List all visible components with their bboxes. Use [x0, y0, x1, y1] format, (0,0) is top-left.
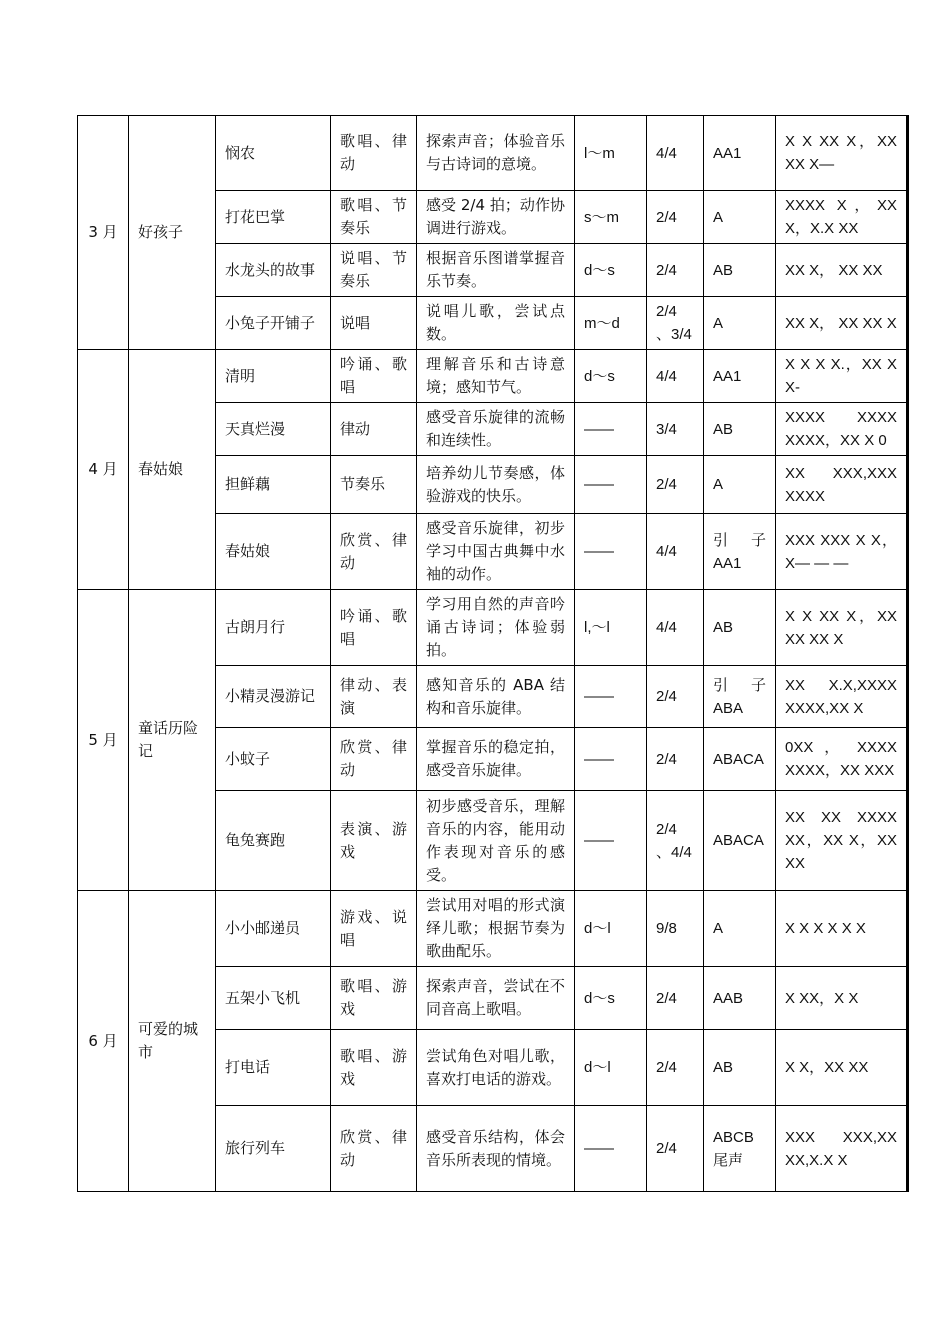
music-form-cell: AAB: [704, 967, 776, 1030]
meter-cell: 2/4: [647, 1106, 704, 1192]
activity-goal-cell: 尝试用对唱的形式演绎儿歌；根据节奏为歌曲配乐。: [417, 891, 575, 967]
month-cell: 5 月: [78, 590, 129, 891]
meter-cell: 2/4: [647, 728, 704, 791]
activity-name-cell: 水龙头的故事: [216, 244, 331, 297]
activity-type-cell: 欣赏、律动: [331, 728, 417, 791]
meter-cell: 2/4: [647, 666, 704, 728]
pitch-range-cell: d～s: [575, 244, 647, 297]
activity-type-cell: 欣赏、律动: [331, 1106, 417, 1192]
activity-goal-cell: 感受音乐旋律，初步学习中国古典舞中水袖的动作。: [417, 514, 575, 590]
activity-type-cell: 吟诵、歌唱: [331, 590, 417, 666]
meter-cell: 2/4: [647, 1030, 704, 1106]
music-form-cell: ABACA: [704, 791, 776, 891]
meter-cell: 2/4: [647, 456, 704, 514]
meter-cell: 4/4: [647, 116, 704, 191]
activity-type-cell: 节奏乐: [331, 456, 417, 514]
meter-cell: 9/8: [647, 891, 704, 967]
music-form-cell: AB: [704, 1030, 776, 1106]
activity-goal-cell: 学习用自然的声音吟诵古诗词；体验弱拍。: [417, 590, 575, 666]
activity-name-cell: 小兔子开铺子: [216, 297, 331, 350]
table-row: [78, 590, 908, 666]
activity-name-cell: 小蚊子: [216, 728, 331, 791]
music-form-cell: ABACA: [704, 728, 776, 791]
activity-type-cell: 表演、游戏: [331, 791, 417, 891]
pitch-range-cell: d～l: [575, 1030, 647, 1106]
meter-cell: 2/4 、4/4: [647, 791, 704, 891]
activity-type-cell: 歌唱、游戏: [331, 1030, 417, 1106]
activity-goal-cell: 探索声音；体验音乐与古诗词的意境。: [417, 116, 575, 191]
activity-name-cell: 五架小飞机: [216, 967, 331, 1030]
rhythm-pattern-cell: X X X X.，XX X X-: [776, 350, 908, 403]
music-curriculum-table: [77, 115, 909, 1192]
pitch-range-cell: ——: [575, 514, 647, 590]
activity-name-cell: 小精灵漫游记: [216, 666, 331, 728]
music-form-cell: AB: [704, 403, 776, 456]
activity-name-cell: 悯农: [216, 116, 331, 191]
pitch-range-cell: m～d: [575, 297, 647, 350]
music-form-cell: A: [704, 891, 776, 967]
pitch-range-cell: ——: [575, 666, 647, 728]
music-form-cell: 引 子 ABA: [704, 666, 776, 728]
activity-name-cell: 打电话: [216, 1030, 331, 1106]
music-form-cell: A: [704, 191, 776, 244]
rhythm-pattern-cell: XX X.X,XXXX XXXX,XX X: [776, 666, 908, 728]
month-cell: 4 月: [78, 350, 129, 590]
activity-goal-cell: 理解音乐和古诗意境；感知节气。: [417, 350, 575, 403]
meter-cell: 3/4: [647, 403, 704, 456]
rhythm-pattern-cell: X X，XX XX: [776, 1030, 908, 1106]
rhythm-pattern-cell: XXXX XXXX XXXX，XX X 0: [776, 403, 908, 456]
activity-goal-cell: 感受 2/4 拍；动作协调进行游戏。: [417, 191, 575, 244]
meter-cell: 4/4: [647, 350, 704, 403]
activity-goal-cell: 感受音乐旋律的流畅和连续性。: [417, 403, 575, 456]
pitch-range-cell: ——: [575, 791, 647, 891]
activity-name-cell: 担鲜藕: [216, 456, 331, 514]
activity-goal-cell: 感受音乐结构，体会音乐所表现的情境。: [417, 1106, 575, 1192]
rhythm-pattern-cell: XXX XXX,XX XX,X.X X: [776, 1106, 908, 1192]
rhythm-pattern-cell: XX XX XXXX XX，XX X，XX XX: [776, 791, 908, 891]
meter-cell: 2/4 、3/4: [647, 297, 704, 350]
meter-cell: 2/4: [647, 967, 704, 1030]
activity-goal-cell: 培养幼儿节奏感，体验游戏的快乐。: [417, 456, 575, 514]
month-cell: 6 月: [78, 891, 129, 1192]
rhythm-pattern-cell: X X XX X，XX XX XX X: [776, 590, 908, 666]
meter-cell: 2/4: [647, 244, 704, 297]
meter-cell: 4/4: [647, 590, 704, 666]
rhythm-pattern-cell: XXXX X，XX X，X.X XX: [776, 191, 908, 244]
meter-cell: 2/4: [647, 191, 704, 244]
activity-goal-cell: 说唱儿歌，尝试点数。: [417, 297, 575, 350]
music-form-cell: A: [704, 297, 776, 350]
activity-name-cell: 小小邮递员: [216, 891, 331, 967]
music-form-cell: AB: [704, 244, 776, 297]
rhythm-pattern-cell: XX X， XX XX: [776, 244, 908, 297]
pitch-range-cell: l,～l: [575, 590, 647, 666]
rhythm-pattern-cell: X X XX X，XX XX X—: [776, 116, 908, 191]
activity-type-cell: 律动: [331, 403, 417, 456]
activity-type-cell: 游戏、说唱: [331, 891, 417, 967]
table-row: [78, 891, 908, 967]
activity-type-cell: 欣赏、律动: [331, 514, 417, 590]
month-cell: 3 月: [78, 116, 129, 350]
activity-type-cell: 说唱、节奏乐: [331, 244, 417, 297]
pitch-range-cell: d～l: [575, 891, 647, 967]
activity-name-cell: 春姑娘: [216, 514, 331, 590]
music-form-cell: AA1: [704, 116, 776, 191]
activity-goal-cell: 尝试角色对唱儿歌，喜欢打电话的游戏。: [417, 1030, 575, 1106]
activity-goal-cell: 初步感受音乐，理解音乐的内容，能用动作表现对音乐的感受。: [417, 791, 575, 891]
rhythm-pattern-cell: XX X， XX XX X: [776, 297, 908, 350]
activity-name-cell: 打花巴掌: [216, 191, 331, 244]
pitch-range-cell: d～s: [575, 350, 647, 403]
pitch-range-cell: ——: [575, 403, 647, 456]
theme-cell: 童话历险记: [129, 590, 216, 891]
theme-cell: 可爱的城市: [129, 891, 216, 1192]
activity-goal-cell: 掌握音乐的稳定拍，感受音乐旋律。: [417, 728, 575, 791]
pitch-range-cell: ——: [575, 728, 647, 791]
activity-name-cell: 旅行列车: [216, 1106, 331, 1192]
activity-name-cell: 天真烂漫: [216, 403, 331, 456]
rhythm-pattern-cell: XX XXX,XXX XXXX: [776, 456, 908, 514]
music-form-cell: AA1: [704, 350, 776, 403]
pitch-range-cell: l～m: [575, 116, 647, 191]
activity-name-cell: 龟兔赛跑: [216, 791, 331, 891]
theme-cell: 好孩子: [129, 116, 216, 350]
music-form-cell: A: [704, 456, 776, 514]
pitch-range-cell: ——: [575, 1106, 647, 1192]
music-form-cell: ABCB 尾声: [704, 1106, 776, 1192]
table-row: [78, 350, 908, 403]
rhythm-pattern-cell: XXX XXX X X，X— — —: [776, 514, 908, 590]
table-row: [78, 116, 908, 191]
activity-goal-cell: 根据音乐图谱掌握音乐节奏。: [417, 244, 575, 297]
table-body: [78, 116, 908, 1192]
activity-goal-cell: 探索声音，尝试在不同音高上歌唱。: [417, 967, 575, 1030]
rhythm-pattern-cell: 0XX ， XXXX XXXX，XX XXX: [776, 728, 908, 791]
pitch-range-cell: s～m: [575, 191, 647, 244]
activity-type-cell: 歌唱、游戏: [331, 967, 417, 1030]
meter-cell: 4/4: [647, 514, 704, 590]
activity-type-cell: 说唱: [331, 297, 417, 350]
activity-name-cell: 清明: [216, 350, 331, 403]
rhythm-pattern-cell: X X X X X X: [776, 891, 908, 967]
activity-goal-cell: 感知音乐的 ABA 结构和音乐旋律。: [417, 666, 575, 728]
activity-type-cell: 律动、表演: [331, 666, 417, 728]
activity-name-cell: 古朗月行: [216, 590, 331, 666]
activity-type-cell: 吟诵、歌唱: [331, 350, 417, 403]
theme-cell: 春姑娘: [129, 350, 216, 590]
activity-type-cell: 歌唱、律动: [331, 116, 417, 191]
music-form-cell: 引 子 AA1: [704, 514, 776, 590]
rhythm-pattern-cell: X XX，X X: [776, 967, 908, 1030]
pitch-range-cell: ——: [575, 456, 647, 514]
activity-type-cell: 歌唱、节奏乐: [331, 191, 417, 244]
pitch-range-cell: d～s: [575, 967, 647, 1030]
music-form-cell: AB: [704, 590, 776, 666]
